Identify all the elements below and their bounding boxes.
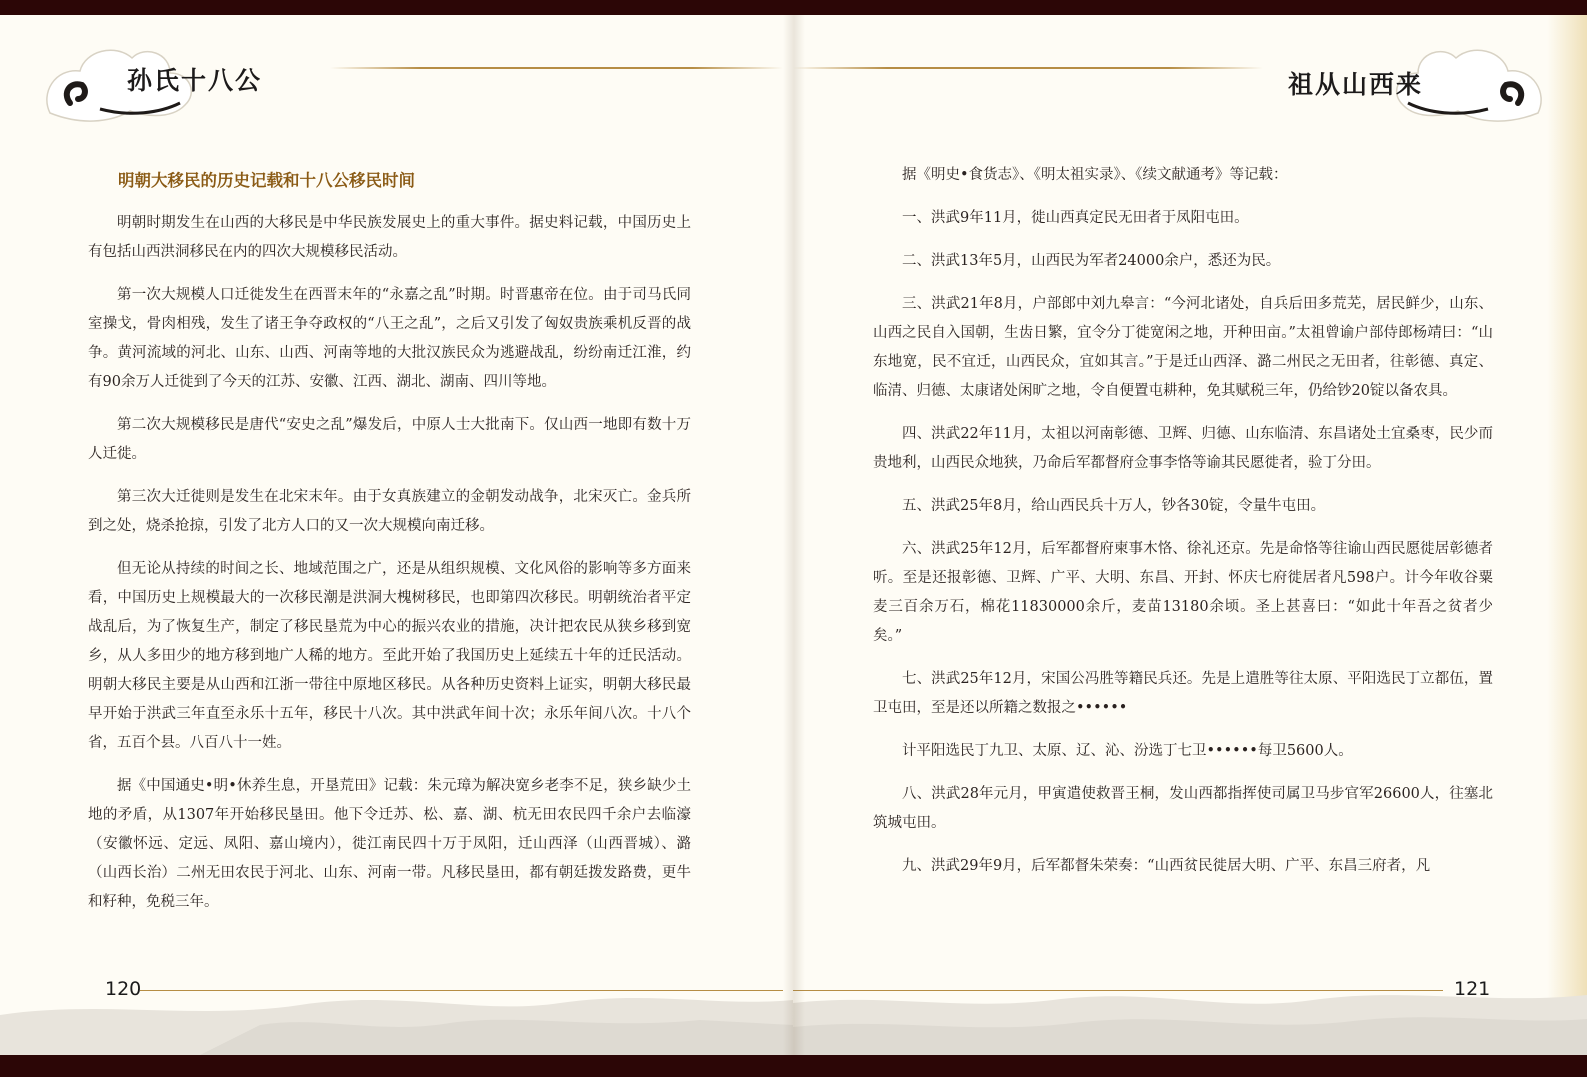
paragraph: 第三次大迁徙则是发生在北宋末年。由于女真族建立的金朝发动战争，北宋灭亡。金兵所到之处，烧杀抢掠，引发了北方人口的又一次大规模向南迁移。 [88, 489, 691, 534]
paragraph: 九、洪武29年9月，后军都督朱荣奏：“山西贫民徙居大明、广平、东昌三府者，凡 [902, 858, 1431, 874]
paragraph: 据《明史•食货志》、《明太祖实录》、《续文献通考》等记载： [902, 167, 1288, 183]
page-number-right: 121 [1454, 978, 1491, 1000]
footer-rule-right [793, 990, 1443, 991]
paragraph: 第一次大规模人口迁徙发生在西晋末年的“永嘉之乱”时期。时晋惠帝在位。由于司马氏同室操戈，骨肉相残，发生了诸王争夺政权的“八王之乱”，之后又引发了匈奴贵族乘机反晋的战争。黄河流域的河北、山东、山西、河南等地的大批汉族民众为逃避战乱，纷纷南迁江淮，约有90余万人迁徙到了今天的江苏、安徽、江西、湖北、湖南、四川等地。 [88, 287, 691, 390]
mountain-landscape-decoration [0, 945, 793, 1055]
footer-rule-left [140, 990, 783, 991]
paragraph: 六、洪武25年12月，后军都督府柬事木恪、徐礼还京。先是命恪等往谕山西民愿徙居彰德者听。至是还报彰德、卫辉、广平、大明、东昌、开封、怀庆七府徙居者凡598户。计今年收谷粟麦三百余万石，棉花11830000余斤，麦苗13180余顷。圣上甚喜曰：“如此十年吾之贫者少矣。” [873, 541, 1493, 644]
paragraph: 据《中国通史•明•休养生息，开垦荒田》记载：朱元璋为解决宽乡老李不足，狭乡缺少土地的矛盾，从1307年开始移民垦田。他下令迁苏、松、嘉、湖、杭无田农民四千余户去临濠（安徽怀远、定远、凤阳、嘉山境内），徙江南民四十万于凤阳，迁山西泽（山西晋城）、潞（山西长治）二州无田农民于河北、山东、河南一带。凡移民垦田，都有朝廷拨发路费，更牛和籽种，免税三年。 [88, 778, 691, 910]
header-rule-left [330, 67, 783, 69]
paragraph: 计平阳选民丁九卫、太原、辽、沁、汾选丁七卫••••••每卫5600人。 [902, 743, 1353, 759]
paragraph: 三、洪武21年8月，户部郎中刘九皋言：“今河北诸处，自兵后田多荒芜，居民鲜少，山东、山西之民自入国朝，生齿日繁，宜令分丁徙宽闲之地，开种田亩。”太祖曾谕户部侍郎杨靖曰：“山东地宽，民不宜迁，山西民众，宜如其言。”于是迁山西泽、潞二州民之无田者，往彰德、真定、临清、归德、太康诸处闲旷之地，令自便置屯耕种，免其赋税三年，仍给钞20锭以备农具。 [873, 296, 1493, 399]
paragraph: 七、洪武25年12月，宋国公冯胜等籍民兵还。先是上遣胜等往太原、平阳选民丁立都伍，置卫屯田，至是还以所籍之数报之•••••• [873, 671, 1493, 716]
right-page-text [873, 161, 1493, 895]
header-title-right: 祖从山西来 [1288, 70, 1424, 99]
header-rule-right [793, 67, 1263, 69]
left-page-text [88, 209, 691, 931]
paragraph: 第二次大规模移民是唐代“安史之乱”爆发后，中原人士大批南下。仅山西一地即有数十万人迁徙。 [88, 417, 691, 462]
header-title-left: 孙氏十八公 [127, 66, 263, 95]
page-edge-shade [1547, 15, 1587, 1055]
paragraph: 但无论从持续的时间之长、地域范围之广，还是从组织规模、文化风俗的影响等多方面来看，中国历史上规模最大的一次移民潮是洪洞大槐树移民，也即第四次移民。明朝统治者平定战乱后，为了恢复生产，制定了移民垦荒为中心的振兴农业的措施，决计把农民从狭乡移到宽乡，从人多田少的地方移到地广人稀的地方。至此开始了我国历史上延续五十年的迁民活动。明朝大移民主要是从山西和江浙一带往中原地区移民。从各种历史资料上证实，明朝大移民最早开始于洪武三年直至永乐十五年，移民十八次。其中洪武年间十次；永乐年间八次。十八个省，五百个县。八百八十一姓。 [88, 561, 691, 751]
mountain-landscape-decoration [793, 945, 1587, 1055]
paragraph: 一、洪武9年11月，徙山西真定民无田者于凤阳屯田。 [902, 210, 1249, 226]
page-number-left: 120 [105, 978, 142, 1000]
paragraph: 四、洪武22年11月，太祖以河南彰德、卫辉、归德、山东临清、东昌诸处土宜桑枣，民少而贵地利，山西民众地狭，乃命后军都督府佥事李恪等谕其民愿徙者，验丁分田。 [873, 426, 1493, 471]
bottom-border-band [0, 1055, 1587, 1077]
left-page [0, 15, 793, 1055]
section-title: 明朝大移民的历史记载和十八公移民时间 [118, 171, 415, 190]
paragraph: 八、洪武28年元月，甲寅遣使救晋王桐，发山西都指挥使司属卫马步官军26600人，往塞北筑城屯田。 [873, 786, 1493, 831]
paragraph: 明朝时期发生在山西的大移民是中华民族发展史上的重大事件。据史料记载，中国历史上有包括山西洪洞移民在内的四次大规模移民活动。 [88, 215, 691, 260]
book-spine-gutter [783, 15, 805, 1055]
paragraph: 二、洪武13年5月，山西民为军者24000余户，悉还为民。 [902, 253, 1281, 269]
right-page [793, 15, 1587, 1055]
top-border-band [0, 0, 1587, 15]
paragraph: 五、洪武25年8月，给山西民兵十万人，钞各30锭，令量牛屯田。 [902, 498, 1326, 514]
